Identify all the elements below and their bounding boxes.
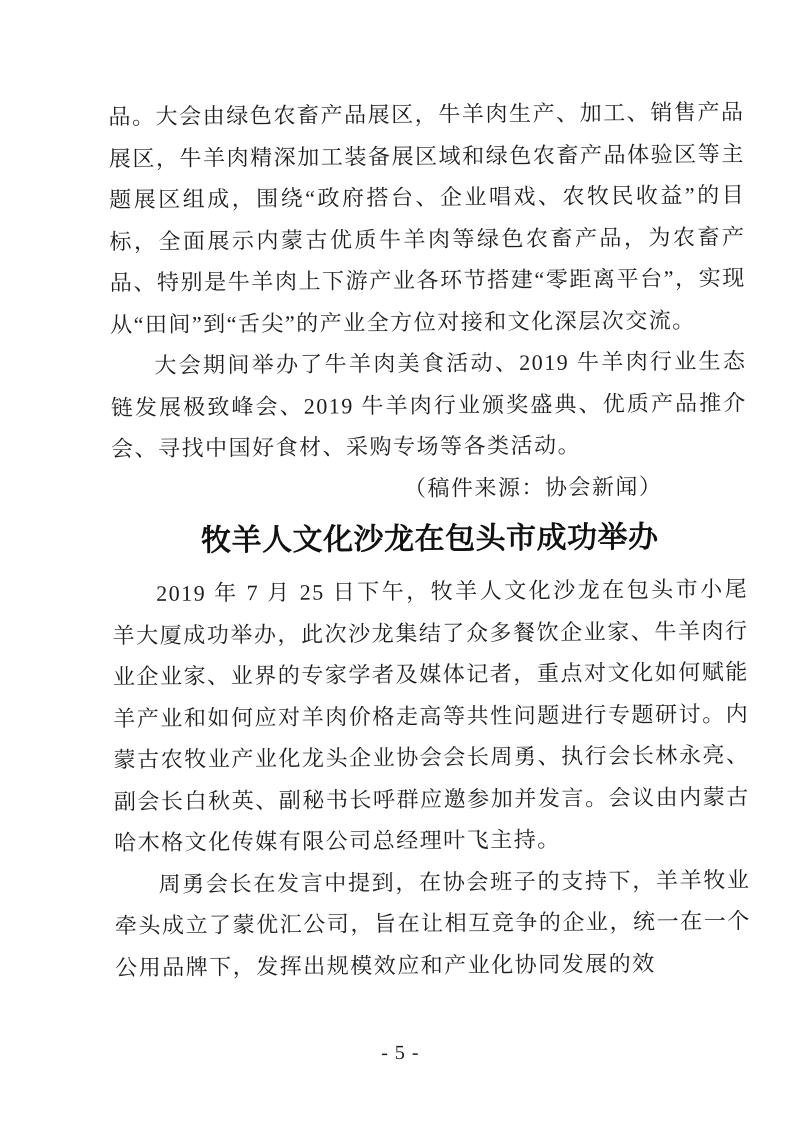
paragraph-activities: 大会期间举办了牛羊肉美食活动、2019 牛羊肉行业生态链发展极致峰会、2019 牛羊肉行业颁奖盛典、优质产品推介会、寻找中国好食材、采购专场等各类活动。: [110, 348, 747, 462]
text-column: [108, 91, 751, 988]
paragraph-salon-event: 2019 年 7 月 25 日下午，牧羊人文化沙龙在包头市小尾羊大厦成功举办，此次沙龙集结了众多餐饮企业家、牛羊肉行业企业家、业界的专家学者及媒体记者，重点对文化如何赋能羊产业和如何应对羊肉价格走高等共性问题进行专题研讨。内蒙古农牧业产业化龙头企业协会会长周勇、执行会长林永亮、副会长白秋英、副秘书长呼群应邀参加并发言。会议由内蒙古哈木格文化传媒有限公司总经理叶飞主持。: [112, 576, 750, 856]
paragraph-chairman-speech: 周勇会长在发言中提到，在协会班子的支持下，羊羊牧业牵头成立了蒙优汇公司，旨在让相互竞争的企业，统一在一个公用品牌下，发挥出规模效应和产业化协同发展的效: [114, 866, 751, 980]
source-attribution: （稿件来源：协会新闻）: [403, 473, 663, 501]
page-number: - 5 -: [381, 1041, 420, 1065]
article-title: 牧羊人文化沙龙在包头市成功举办: [200, 520, 659, 558]
paragraph-exhibition-continuation: 品。大会由绿色农畜产品展区，牛羊肉生产、加工、销售产品展区，牛羊肉精深加工装备展区域和绿色农畜产品体验区等主题展区组成，围绕“政府搭台、企业唱戏、农牧民收益”的目标，全面展示内蒙古优质牛羊肉等绿色农畜产品，为农畜产品、特别是牛羊肉上下游产业各环节搭建“零距离平台”，实现从“田间”到“舌尖”的产业全方位对接和文化深层次交流。: [108, 99, 746, 337]
